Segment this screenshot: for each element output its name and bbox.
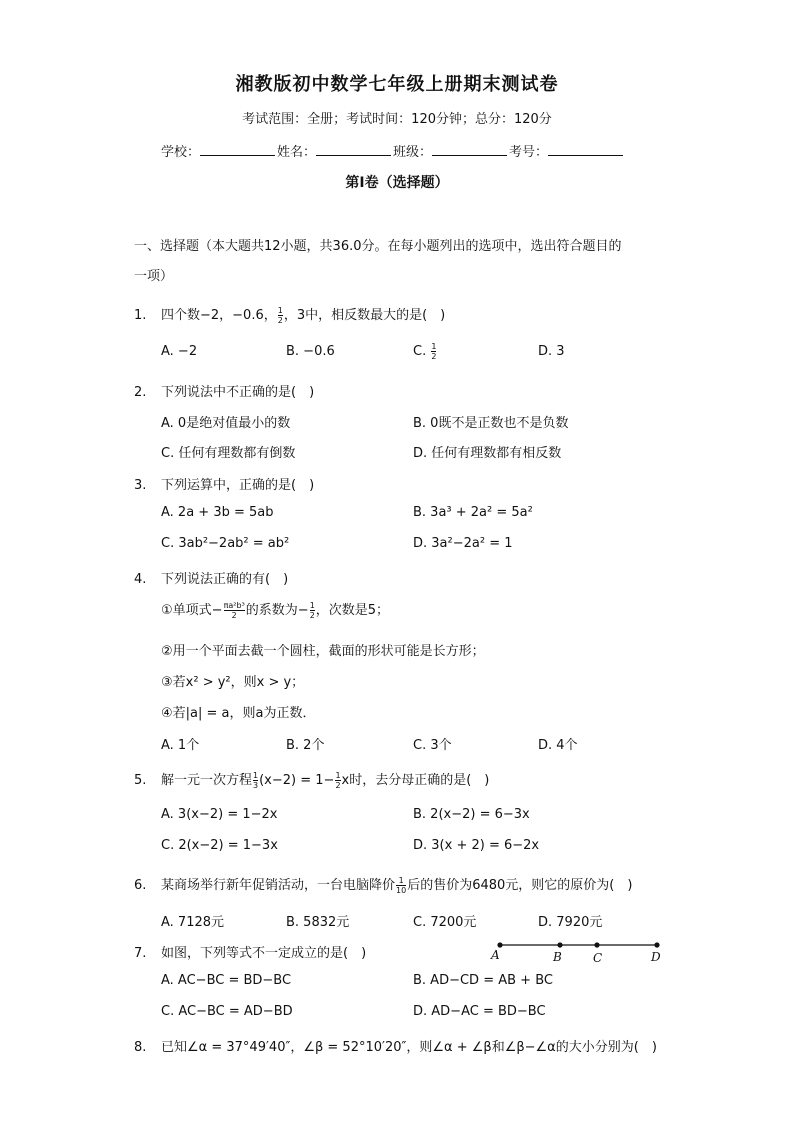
label-c: C (593, 951, 603, 965)
question-2 (134, 381, 314, 400)
option-b[interactable]: B. −0.6 (286, 344, 335, 359)
question-stem: 已知∠α = 37°49′40″，∠β = 52°10′20″，则∠α + ∠β和∠β−∠α的大小分别为( ) (161, 1040, 657, 1055)
page-title: 湘教版初中数学七年级上册期末测试卷 (235, 74, 559, 95)
option-c[interactable]: C. 3ab²−2ab² = ab² (161, 536, 290, 551)
name-label: 姓名： (277, 145, 317, 160)
question-5 (134, 769, 489, 790)
question-stem: 下列说法中不正确的是( ) (161, 385, 315, 400)
question-number: 5. (134, 773, 147, 788)
option-a[interactable]: A. AC−BC = BD−BC (161, 973, 292, 988)
option-a[interactable]: A. 2a + 3b = 5ab (161, 505, 274, 520)
option-d[interactable]: D. 4个 (538, 738, 578, 753)
fraction: $\frac{1}{2}$ (335, 771, 341, 790)
fraction: $\frac{1}{2}$ (277, 306, 283, 325)
school-label: 学校： (161, 145, 201, 160)
class-label: 班级： (393, 145, 433, 160)
statement-4: ④若|a| = a，则a为正数． (161, 706, 316, 721)
option-a[interactable]: A. −2 (161, 344, 198, 359)
option-a[interactable]: A. 0是绝对值最小的数 (161, 416, 291, 431)
question-number: 4. (134, 572, 147, 587)
label-a: A (491, 948, 500, 962)
option-b[interactable]: B. 5832元 (286, 915, 350, 930)
number-label: 考号： (509, 145, 549, 160)
fraction: $\frac{1}{2}$ (309, 601, 315, 620)
label-b: B (553, 950, 562, 964)
question-number: 3. (134, 478, 147, 493)
option-a[interactable]: A. 7128元 (161, 915, 225, 930)
fraction: $\frac{1}{10}$ (396, 876, 407, 895)
question-number: 6. (134, 878, 147, 893)
point-a (497, 942, 502, 947)
question-6 (134, 874, 632, 895)
option-d[interactable]: D. AD−AC = BD−BC (413, 1004, 546, 1019)
section-heading-cont: 一项） (134, 269, 174, 284)
line-segment-figure (490, 938, 670, 968)
option-b[interactable]: B. 2(x−2) = 6−3x (413, 807, 530, 822)
school-blank[interactable] (200, 144, 275, 156)
fraction: $\frac{1}{3}$ (253, 771, 259, 790)
point-b (557, 942, 562, 947)
fraction: $\frac{\text{πa²b³}}{2}$ (223, 601, 245, 620)
question-number: 2. (134, 385, 147, 400)
question-number: 7. (134, 946, 147, 961)
class-blank[interactable] (432, 144, 507, 156)
option-c[interactable]: C. 3个 (413, 738, 452, 753)
option-c[interactable]: C. 2(x−2) = 1−3x (161, 838, 278, 853)
option-b[interactable]: B. 2个 (286, 738, 325, 753)
option-d[interactable]: D. 3 (538, 344, 565, 359)
question-3 (134, 474, 314, 493)
option-c[interactable]: C. 7200元 (413, 915, 477, 930)
volume-heading: 第I卷（选择题） (345, 175, 449, 191)
section-heading: 一、选择题（本大题共12小题，共36.0分。在每小题列出的选项中，选出符合题目的 (134, 239, 622, 254)
label-d: D (651, 950, 661, 964)
question-stem: 如图，下列等式不一定成立的是( ) (161, 946, 367, 961)
student-info-line (161, 141, 625, 160)
statement-3: ③若x² > y²，则x > y； (161, 675, 305, 690)
option-c[interactable]: C. $\frac{1}{2}$ (413, 342, 437, 361)
statement-2: ②用一个平面去截一个圆柱，截面的形状可能是长方形； (161, 644, 485, 659)
option-a[interactable]: A. 1个 (161, 738, 200, 753)
fraction: $\frac{1}{2}$ (431, 342, 437, 361)
question-4 (134, 568, 288, 587)
statement-1: ①单项式− $\frac{\text{πa²b³}}{2}$ 的系数为− $\frac{1}{2}$ ，次数是5； (161, 601, 390, 620)
question-stem: 下列说法正确的有( ) (161, 572, 289, 587)
exam-info: 考试范围：全册；考试时间：120分钟；总分：120分 (242, 112, 552, 127)
question-stem: 某商场举行新年促销活动，一台电脑降价 $\frac{1}{10}$ 后的售价为6480元，则它的原价为( ) (161, 876, 633, 895)
number-blank[interactable] (548, 144, 623, 156)
question-number: 1. (134, 308, 147, 323)
question-stem: 四个数−2，−0.6， $\frac{1}{2}$ ，3中，相反数最大的是( ) (161, 306, 446, 325)
point-d (654, 942, 659, 947)
option-b[interactable]: B. 0既不是正数也不是负数 (413, 416, 569, 431)
option-a[interactable]: A. 3(x−2) = 1−2x (161, 807, 278, 822)
option-d[interactable]: D. 7920元 (538, 915, 603, 930)
option-d[interactable]: D. 任何有理数都有相反数 (413, 446, 562, 461)
option-c[interactable]: C. AC−BC = AD−BD (161, 1004, 293, 1019)
question-stem: 下列运算中，正确的是( ) (161, 478, 315, 493)
question-stem: 解一元一次方程 $\frac{1}{3}$ (x−2) = 1− $\frac{1}{2}$ x时，去分母正确的是( ) (161, 771, 490, 790)
option-c[interactable]: C. 任何有理数都有倒数 (161, 446, 296, 461)
question-7 (134, 942, 366, 961)
question-1 (134, 304, 445, 325)
question-8 (134, 1036, 657, 1055)
question-number: 8. (134, 1040, 147, 1055)
option-d[interactable]: D. 3a²−2a² = 1 (413, 536, 513, 551)
option-b[interactable]: B. 3a³ + 2a² = 5a² (413, 505, 533, 520)
option-b[interactable]: B. AD−CD = AB + BC (413, 973, 553, 988)
point-c (594, 942, 599, 947)
name-blank[interactable] (316, 144, 391, 156)
option-d[interactable]: D. 3(x + 2) = 6−2x (413, 838, 540, 853)
